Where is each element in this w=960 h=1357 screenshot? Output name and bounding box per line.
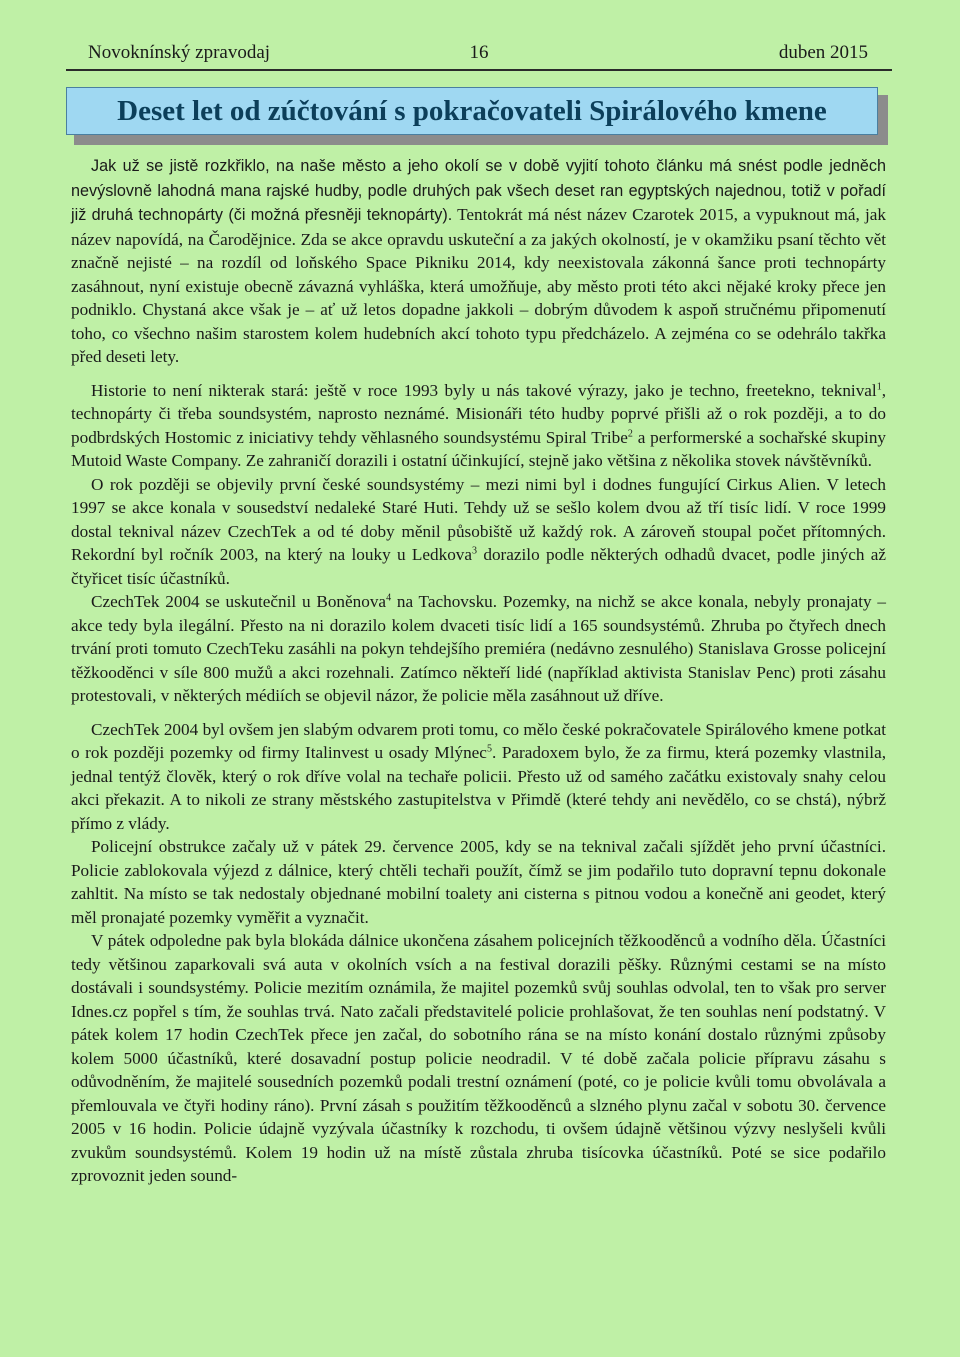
footnote-2: 2	[627, 427, 633, 439]
paragraph-intervention: V pátek odpoledne pak byla blokáda dálnice ukončena zásahem policejních těžkooděnců a vodního děla. Účastníci tedy většinou zaparkovali svá auta v okolních vsích a na festival dorazili pěšky. Různými cestami se na místo dostávali i soundsystémy. Policie mezitím oznámila, že majitel pozemků svůj souhlas odvolal, ten to však pro server Idnes.cz popřel s tím, že souhlas trvá. Nato začali představitelé policie prohlašovat, že ten souhlas není podstatný. V pátek kolem 17 hodin CzechTek přece jen začal, do sobotního rána se na místo konání dostalo různými způsoby kolem 5000 účastníků, které dosavadní postup policie neodradil. V té době začala policie přípravu zásahu s odůvodněním, že majitelé sousedních pozemků podali trestní oznámení (poté, co je policie kvůli tomu obvolávala a přemlouvala ve čtyři hodiny ráno). První zásah s použitím těžkooděnců a slzného plynu začal v sobotu 30. července 2005 v 16 hodin. Policie údajně vyzývala účastníky k rozchodu, ti ovšem údajně většinou výzvy neslyšeli kvůli zvukům soundsystémů. Kolem 19 hodin už na místě zůstala zhruba tisícovka účastníků. Poté se sice podařilo zprovoznit jeden sound-	[71, 931, 886, 1185]
paragraph-intro	[71, 154, 886, 369]
footnote-1: 1	[876, 380, 882, 392]
paragraph-soundsystems	[71, 473, 886, 591]
soundsystems-text-b: dorazilo podle některých odhadů dvacet, podle jiných až čtyřicet tisíc účastníků.	[71, 545, 886, 588]
intro-text: Tentokrát má nést název Czarotek 2015, a vypuknout má, jak název napovídá, na Čarodějnice. Zda se akce opravdu uskuteční a za jakých okolností, je v okamžiku psaní těchto vět značně nejisté – na rozdíl od loňského Space Pikniku 2014, kdy neexistovala zákonná šance proti technopárty zasáhnout, nyní existuje obecně závazná vyhláška, která umožňuje, aby město proti této akci nějaké kroky přece jen podniklo. Chystaná akce však je – ať už letos dopadne jakkoli – dobrým důvodem k aspoň stručnému připomenutí toho, co všechno našim starostem kolem hudebních akcí tohoto typu předcházelo. A zejména co se odehrálo takřka před deseti lety.	[71, 205, 887, 366]
intro-sans-text: Jak už se jistě rozkřiklo, na naše město a jeho okolí se v době vyjití tohoto článku má snést podle jedněch nevýslovně lahodná mana rajské hudby, podle druhých pak všech deset ran egyptských najednou, totiž v pořadí již druhá technopárty (či možná přesněji teknopárty).	[71, 157, 886, 224]
footnote-3: 3	[472, 545, 478, 557]
czechtek-2004-text-b: na Tachovsku. Pozemky, na nichž se akce konala, nebyly pronajaty – akce tedy byla ilegální. Přesto na ni dorazilo kolem dvaceti tisíc lidí a 165 soundsystémů. Zhruba po čtyřech dnech trvání proti tomuto CzechTeku zasáhli na pokyn tehdejšího premiéra (nedávno zesnulého) Stanislava Grosse policejní těžkooděnci v síle 800 mužů a akci rozehnali. Zatímco někteří lidé (například aktivista Stanislav Penc) proti zásahu protestovali, v některých médiích se objevil názor, že policie měla zasáhnout už dříve.	[71, 592, 886, 705]
history-text-b: , technopárty či třeba soundsystém, naprosto neznámé. Misionáři této hudby poprvé přišli až o rok později, a to do podbrdských Hostomic z iniciativy tehdy věhlasného soundsystému Spiral Tribe	[71, 380, 886, 447]
header-rule	[66, 69, 892, 71]
newsletter-name: Novoknínský zpravodaj	[88, 42, 271, 63]
soundsystems-text-a: O rok později se objevily první české soundsystémy – mezi nimi byl i dodnes fungující Cirkus Alien. V letech 1997 se akce konala v sousedství nedaleké Staré Huti. Tehdy už se sešlo kolem dvou až tří tisíc lidí. V roce 1999 dostal teknival název CzechTek a od té doby měnil působiště už každý rok. A zároveň stoupal počet přítomných. Rekordní byl ročník 2003, na který na louky u Ledkova	[71, 474, 886, 564]
page-number: 16	[469, 42, 489, 63]
history-text-c: a performerské a sochařské skupiny Mutoid Waste Company. Ze zahraničí dorazili i ostatní účinkující, stejně jako většina z několika stovek návštěvníků.	[71, 427, 887, 470]
paragraph-czechtek-2005	[71, 718, 886, 836]
footnote-5: 5	[486, 743, 492, 755]
footnote-4: 4	[386, 592, 392, 604]
history-text-a: Historie to není nikterak stará: ještě v roce 1993 byly u nás takové výrazy, jako je techno, freetekno, teknival	[91, 380, 877, 400]
czechtek-2005-text-a: CzechTek 2004 byl ovšem jen slabým odvarem proti tomu, co mělo české pokračovatele Spirálového kmene potkat o rok později pozemky od firmy Italinvest u osady Mlýnec	[71, 719, 886, 762]
paragraph-czechtek-2004	[71, 590, 886, 708]
page-header	[66, 40, 892, 68]
czechtek-2004-text-a: CzechTek 2004 se uskutečnil u Boněnova	[91, 592, 387, 611]
paragraph-history	[71, 379, 886, 473]
issue-date: duben 2015	[778, 42, 868, 63]
article-body	[71, 154, 886, 1188]
article-title: Deset let od zúčtování s pokračovateli Spirálového kmene	[66, 87, 878, 135]
paragraph-obstructions: Policejní obstrukce začaly už v pátek 29. července 2005, kdy se na teknival začali sjíždět jeho první účastníci. Policie zablokovala výjezd z dálnice, který chtěli techaři použít, čímž se jim podařilo tuto dopravní tepnu dokonale zahltit. Na místo se tak nedostaly objednané mobilní toalety ani cisterna s pitnou vodou a konečně ani geodet, který měl pronajaté pozemky vyměřit a vyznačit.	[71, 837, 886, 927]
czechtek-2005-text-b: . Paradoxem bylo, že za firmu, která pozemky vlastnila, jednal tentýž člověk, který o rok dříve volal na techaře policii. Přesto už od samého začátku existovaly snahy celou akci překazit. A to nikoli ze strany městského zastupitelstva v Přimdě (které tehdy ani nevědělo, co se chstá), nýbrž přímo z vlády.	[71, 743, 886, 833]
